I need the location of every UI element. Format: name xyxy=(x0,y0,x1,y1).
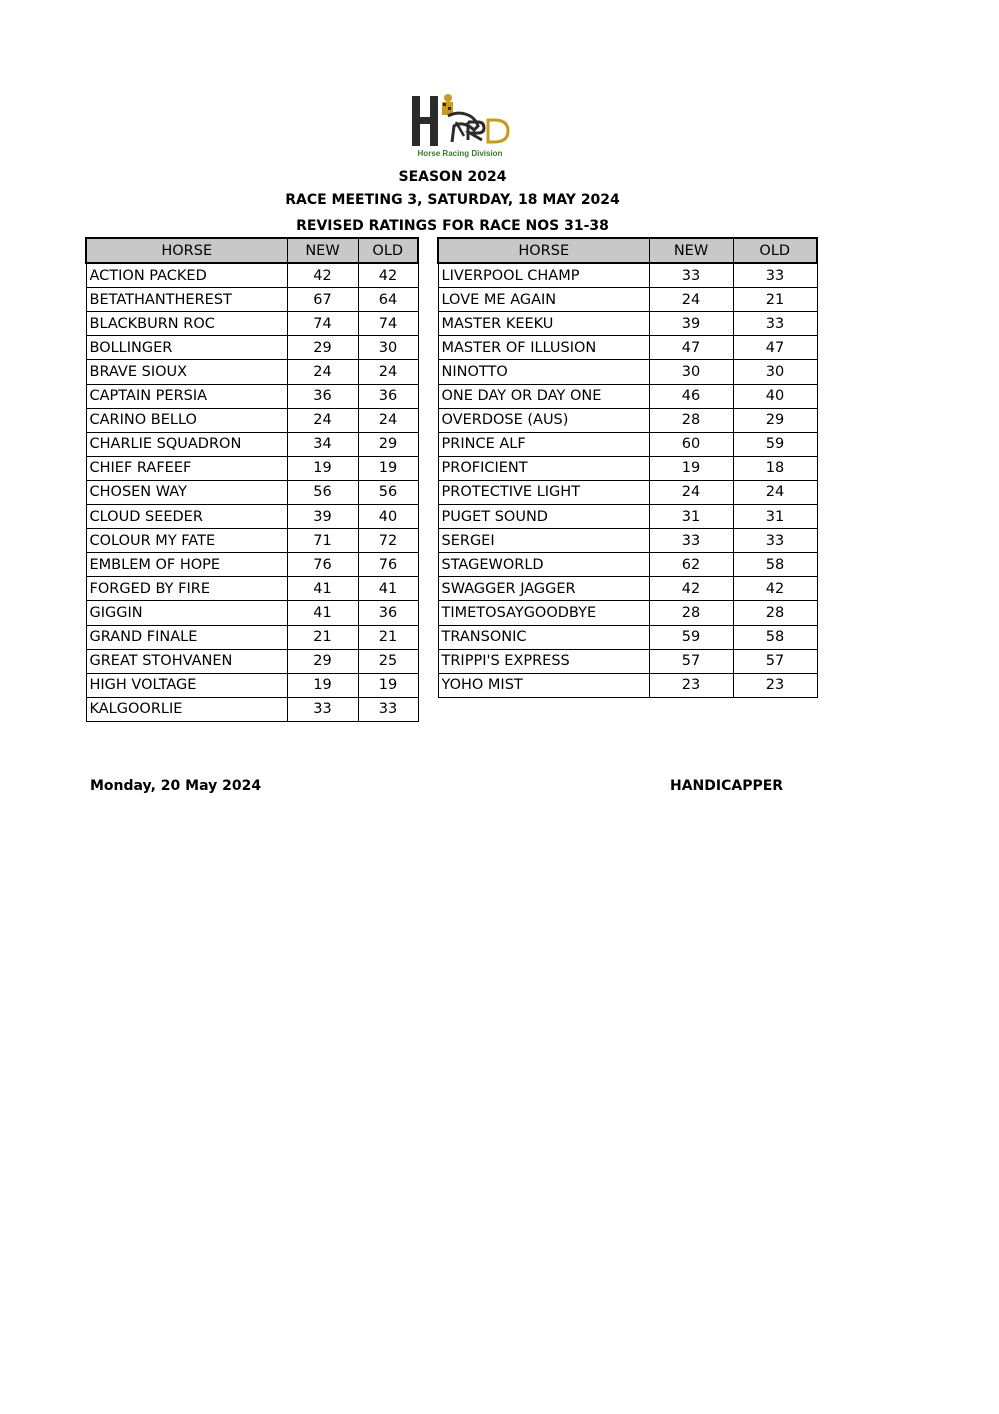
table-row xyxy=(86,697,418,721)
table-row xyxy=(438,505,817,529)
horse-name-cell: PUGET SOUND xyxy=(438,505,649,529)
old-rating-cell: 30 xyxy=(733,360,817,384)
old-rating-cell: 25 xyxy=(358,649,418,673)
new-rating-cell: 42 xyxy=(287,263,358,288)
hrd-logo-mark xyxy=(408,92,512,150)
horse-name-cell: FORGED BY FIRE xyxy=(86,577,287,601)
new-rating-cell: 74 xyxy=(287,312,358,336)
horse-name-cell: BLACKBURN ROC xyxy=(86,312,287,336)
ratings-body-right xyxy=(438,263,817,697)
table-header-row xyxy=(86,238,418,263)
old-rating-cell: 74 xyxy=(358,312,418,336)
horse-name-cell: PROTECTIVE LIGHT xyxy=(438,480,649,504)
table-row xyxy=(86,456,418,480)
old-rating-cell: 31 xyxy=(733,505,817,529)
horse-name-cell: LIVERPOOL CHAMP xyxy=(438,263,649,288)
new-rating-cell: 21 xyxy=(287,625,358,649)
new-rating-cell: 28 xyxy=(649,601,733,625)
horse-name-cell: YOHO MIST xyxy=(438,673,649,697)
old-rating-cell: 24 xyxy=(358,408,418,432)
old-rating-cell: 58 xyxy=(733,553,817,577)
table-row xyxy=(438,263,817,288)
horse-name-cell: GREAT STOHVANEN xyxy=(86,649,287,673)
table-row xyxy=(86,384,418,408)
table-row xyxy=(438,384,817,408)
old-rating-cell: 36 xyxy=(358,601,418,625)
new-rating-cell: 23 xyxy=(649,673,733,697)
horse-name-cell: TRANSONIC xyxy=(438,625,649,649)
horse-column-header: HORSE xyxy=(438,238,649,263)
table-row xyxy=(86,505,418,529)
old-rating-cell: 58 xyxy=(733,625,817,649)
horse-name-cell: ACTION PACKED xyxy=(86,263,287,288)
new-rating-cell: 30 xyxy=(649,360,733,384)
new-rating-cell: 39 xyxy=(287,505,358,529)
ratings-table-left xyxy=(85,237,419,722)
horse-name-cell: BOLLINGER xyxy=(86,336,287,360)
new-rating-cell: 19 xyxy=(649,456,733,480)
table-row xyxy=(86,553,418,577)
horse-name-cell: TRIPPI'S EXPRESS xyxy=(438,649,649,673)
horse-name-cell: CLOUD SEEDER xyxy=(86,505,287,529)
new-rating-cell: 33 xyxy=(287,697,358,721)
table-row xyxy=(438,553,817,577)
table-row xyxy=(438,529,817,553)
old-rating-cell: 18 xyxy=(733,456,817,480)
old-rating-cell: 42 xyxy=(358,263,418,288)
table-row xyxy=(438,577,817,601)
ratings-subtitle: REVISED RATINGS FOR RACE NOS 31-38 xyxy=(296,218,609,234)
horse-name-cell: PROFICIENT xyxy=(438,456,649,480)
new-rating-cell: 36 xyxy=(287,384,358,408)
table-row xyxy=(86,312,418,336)
table-row xyxy=(438,649,817,673)
season-heading: SEASON 2024 xyxy=(398,169,507,185)
new-rating-cell: 24 xyxy=(287,408,358,432)
horse-name-cell: CHIEF RAFEEF xyxy=(86,456,287,480)
horse-name-cell: HIGH VOLTAGE xyxy=(86,673,287,697)
table-header-row xyxy=(438,238,817,263)
table-row xyxy=(86,408,418,432)
horse-name-cell: KALGOORLIE xyxy=(86,697,287,721)
old-rating-cell: 42 xyxy=(733,577,817,601)
table-row xyxy=(438,408,817,432)
table-row xyxy=(438,432,817,456)
old-rating-cell: 28 xyxy=(733,601,817,625)
horse-name-cell: SERGEI xyxy=(438,529,649,553)
new-rating-cell: 31 xyxy=(649,505,733,529)
table-row xyxy=(438,601,817,625)
table-row xyxy=(438,673,817,697)
old-rating-cell: 56 xyxy=(358,480,418,504)
horse-name-cell: COLOUR MY FATE xyxy=(86,529,287,553)
horse-name-cell: OVERDOSE (AUS) xyxy=(438,408,649,432)
new-rating-cell: 42 xyxy=(649,577,733,601)
table-row xyxy=(86,601,418,625)
old-rating-cell: 40 xyxy=(358,505,418,529)
old-rating-cell: 21 xyxy=(733,288,817,312)
new-rating-cell: 59 xyxy=(649,625,733,649)
horse-name-cell: MASTER KEEKU xyxy=(438,312,649,336)
horse-name-cell: STAGEWORLD xyxy=(438,553,649,577)
horse-name-cell: MASTER OF ILLUSION xyxy=(438,336,649,360)
meeting-heading: RACE MEETING 3, SATURDAY, 18 MAY 2024 xyxy=(285,192,620,208)
new-column-header: NEW xyxy=(649,238,733,263)
old-rating-cell: 29 xyxy=(733,408,817,432)
new-column-header: NEW xyxy=(287,238,358,263)
old-rating-cell: 72 xyxy=(358,529,418,553)
new-rating-cell: 19 xyxy=(287,673,358,697)
new-rating-cell: 76 xyxy=(287,553,358,577)
new-rating-cell: 29 xyxy=(287,336,358,360)
horse-name-cell: TIMETOSAYGOODBYE xyxy=(438,601,649,625)
old-rating-cell: 76 xyxy=(358,553,418,577)
horse-name-cell: BRAVE SIOUX xyxy=(86,360,287,384)
old-column-header: OLD xyxy=(733,238,817,263)
old-rating-cell: 57 xyxy=(733,649,817,673)
old-rating-cell: 19 xyxy=(358,456,418,480)
table-row xyxy=(86,360,418,384)
new-rating-cell: 33 xyxy=(649,529,733,553)
new-rating-cell: 62 xyxy=(649,553,733,577)
old-rating-cell: 33 xyxy=(733,263,817,288)
hrd-logo xyxy=(408,92,512,162)
new-rating-cell: 24 xyxy=(287,360,358,384)
old-rating-cell: 30 xyxy=(358,336,418,360)
table-row xyxy=(438,625,817,649)
new-rating-cell: 39 xyxy=(649,312,733,336)
horse-name-cell: BETATHANTHEREST xyxy=(86,288,287,312)
table-row xyxy=(86,649,418,673)
horse-name-cell: ONE DAY OR DAY ONE xyxy=(438,384,649,408)
handicapper-signature: HANDICAPPER xyxy=(670,778,784,794)
new-rating-cell: 71 xyxy=(287,529,358,553)
old-rating-cell: 23 xyxy=(733,673,817,697)
table-row xyxy=(86,263,418,288)
new-rating-cell: 41 xyxy=(287,601,358,625)
horse-name-cell: GIGGIN xyxy=(86,601,287,625)
old-rating-cell: 21 xyxy=(358,625,418,649)
old-rating-cell: 33 xyxy=(733,529,817,553)
ratings-body-left xyxy=(86,263,418,721)
table-row xyxy=(86,432,418,456)
horse-name-cell: CHOSEN WAY xyxy=(86,480,287,504)
new-rating-cell: 24 xyxy=(649,480,733,504)
new-rating-cell: 57 xyxy=(649,649,733,673)
horse-name-cell: CARINO BELLO xyxy=(86,408,287,432)
horse-name-cell: GRAND FINALE xyxy=(86,625,287,649)
old-rating-cell: 40 xyxy=(733,384,817,408)
table-row xyxy=(438,360,817,384)
new-rating-cell: 46 xyxy=(649,384,733,408)
table-row xyxy=(86,625,418,649)
new-rating-cell: 24 xyxy=(649,288,733,312)
old-rating-cell: 59 xyxy=(733,432,817,456)
table-row xyxy=(86,529,418,553)
horse-name-cell: CHARLIE SQUADRON xyxy=(86,432,287,456)
new-rating-cell: 34 xyxy=(287,432,358,456)
new-rating-cell: 56 xyxy=(287,480,358,504)
new-rating-cell: 29 xyxy=(287,649,358,673)
horse-name-cell: CAPTAIN PERSIA xyxy=(86,384,287,408)
table-row xyxy=(438,288,817,312)
old-rating-cell: 33 xyxy=(733,312,817,336)
horse-column-header: HORSE xyxy=(86,238,287,263)
new-rating-cell: 28 xyxy=(649,408,733,432)
horse-name-cell: EMBLEM OF HOPE xyxy=(86,553,287,577)
table-row xyxy=(438,336,817,360)
table-row xyxy=(438,312,817,336)
old-rating-cell: 33 xyxy=(358,697,418,721)
new-rating-cell: 60 xyxy=(649,432,733,456)
old-rating-cell: 29 xyxy=(358,432,418,456)
old-rating-cell: 47 xyxy=(733,336,817,360)
horse-name-cell: LOVE ME AGAIN xyxy=(438,288,649,312)
old-rating-cell: 41 xyxy=(358,577,418,601)
table-row xyxy=(86,480,418,504)
new-rating-cell: 33 xyxy=(649,263,733,288)
table-row xyxy=(86,673,418,697)
horse-name-cell: NINOTTO xyxy=(438,360,649,384)
new-rating-cell: 47 xyxy=(649,336,733,360)
horse-name-cell: SWAGGER JAGGER xyxy=(438,577,649,601)
table-row xyxy=(86,336,418,360)
new-rating-cell: 19 xyxy=(287,456,358,480)
table-row xyxy=(438,480,817,504)
old-rating-cell: 36 xyxy=(358,384,418,408)
logo-caption: Horse Racing Division xyxy=(417,149,503,158)
issue-date: Monday, 20 May 2024 xyxy=(90,778,262,794)
old-column-header: OLD xyxy=(358,238,418,263)
new-rating-cell: 67 xyxy=(287,288,358,312)
old-rating-cell: 24 xyxy=(358,360,418,384)
ratings-table-right xyxy=(437,237,818,698)
new-rating-cell: 41 xyxy=(287,577,358,601)
table-row xyxy=(86,577,418,601)
horse-name-cell: PRINCE ALF xyxy=(438,432,649,456)
old-rating-cell: 19 xyxy=(358,673,418,697)
old-rating-cell: 24 xyxy=(733,480,817,504)
table-row xyxy=(438,456,817,480)
table-row xyxy=(86,288,418,312)
old-rating-cell: 64 xyxy=(358,288,418,312)
